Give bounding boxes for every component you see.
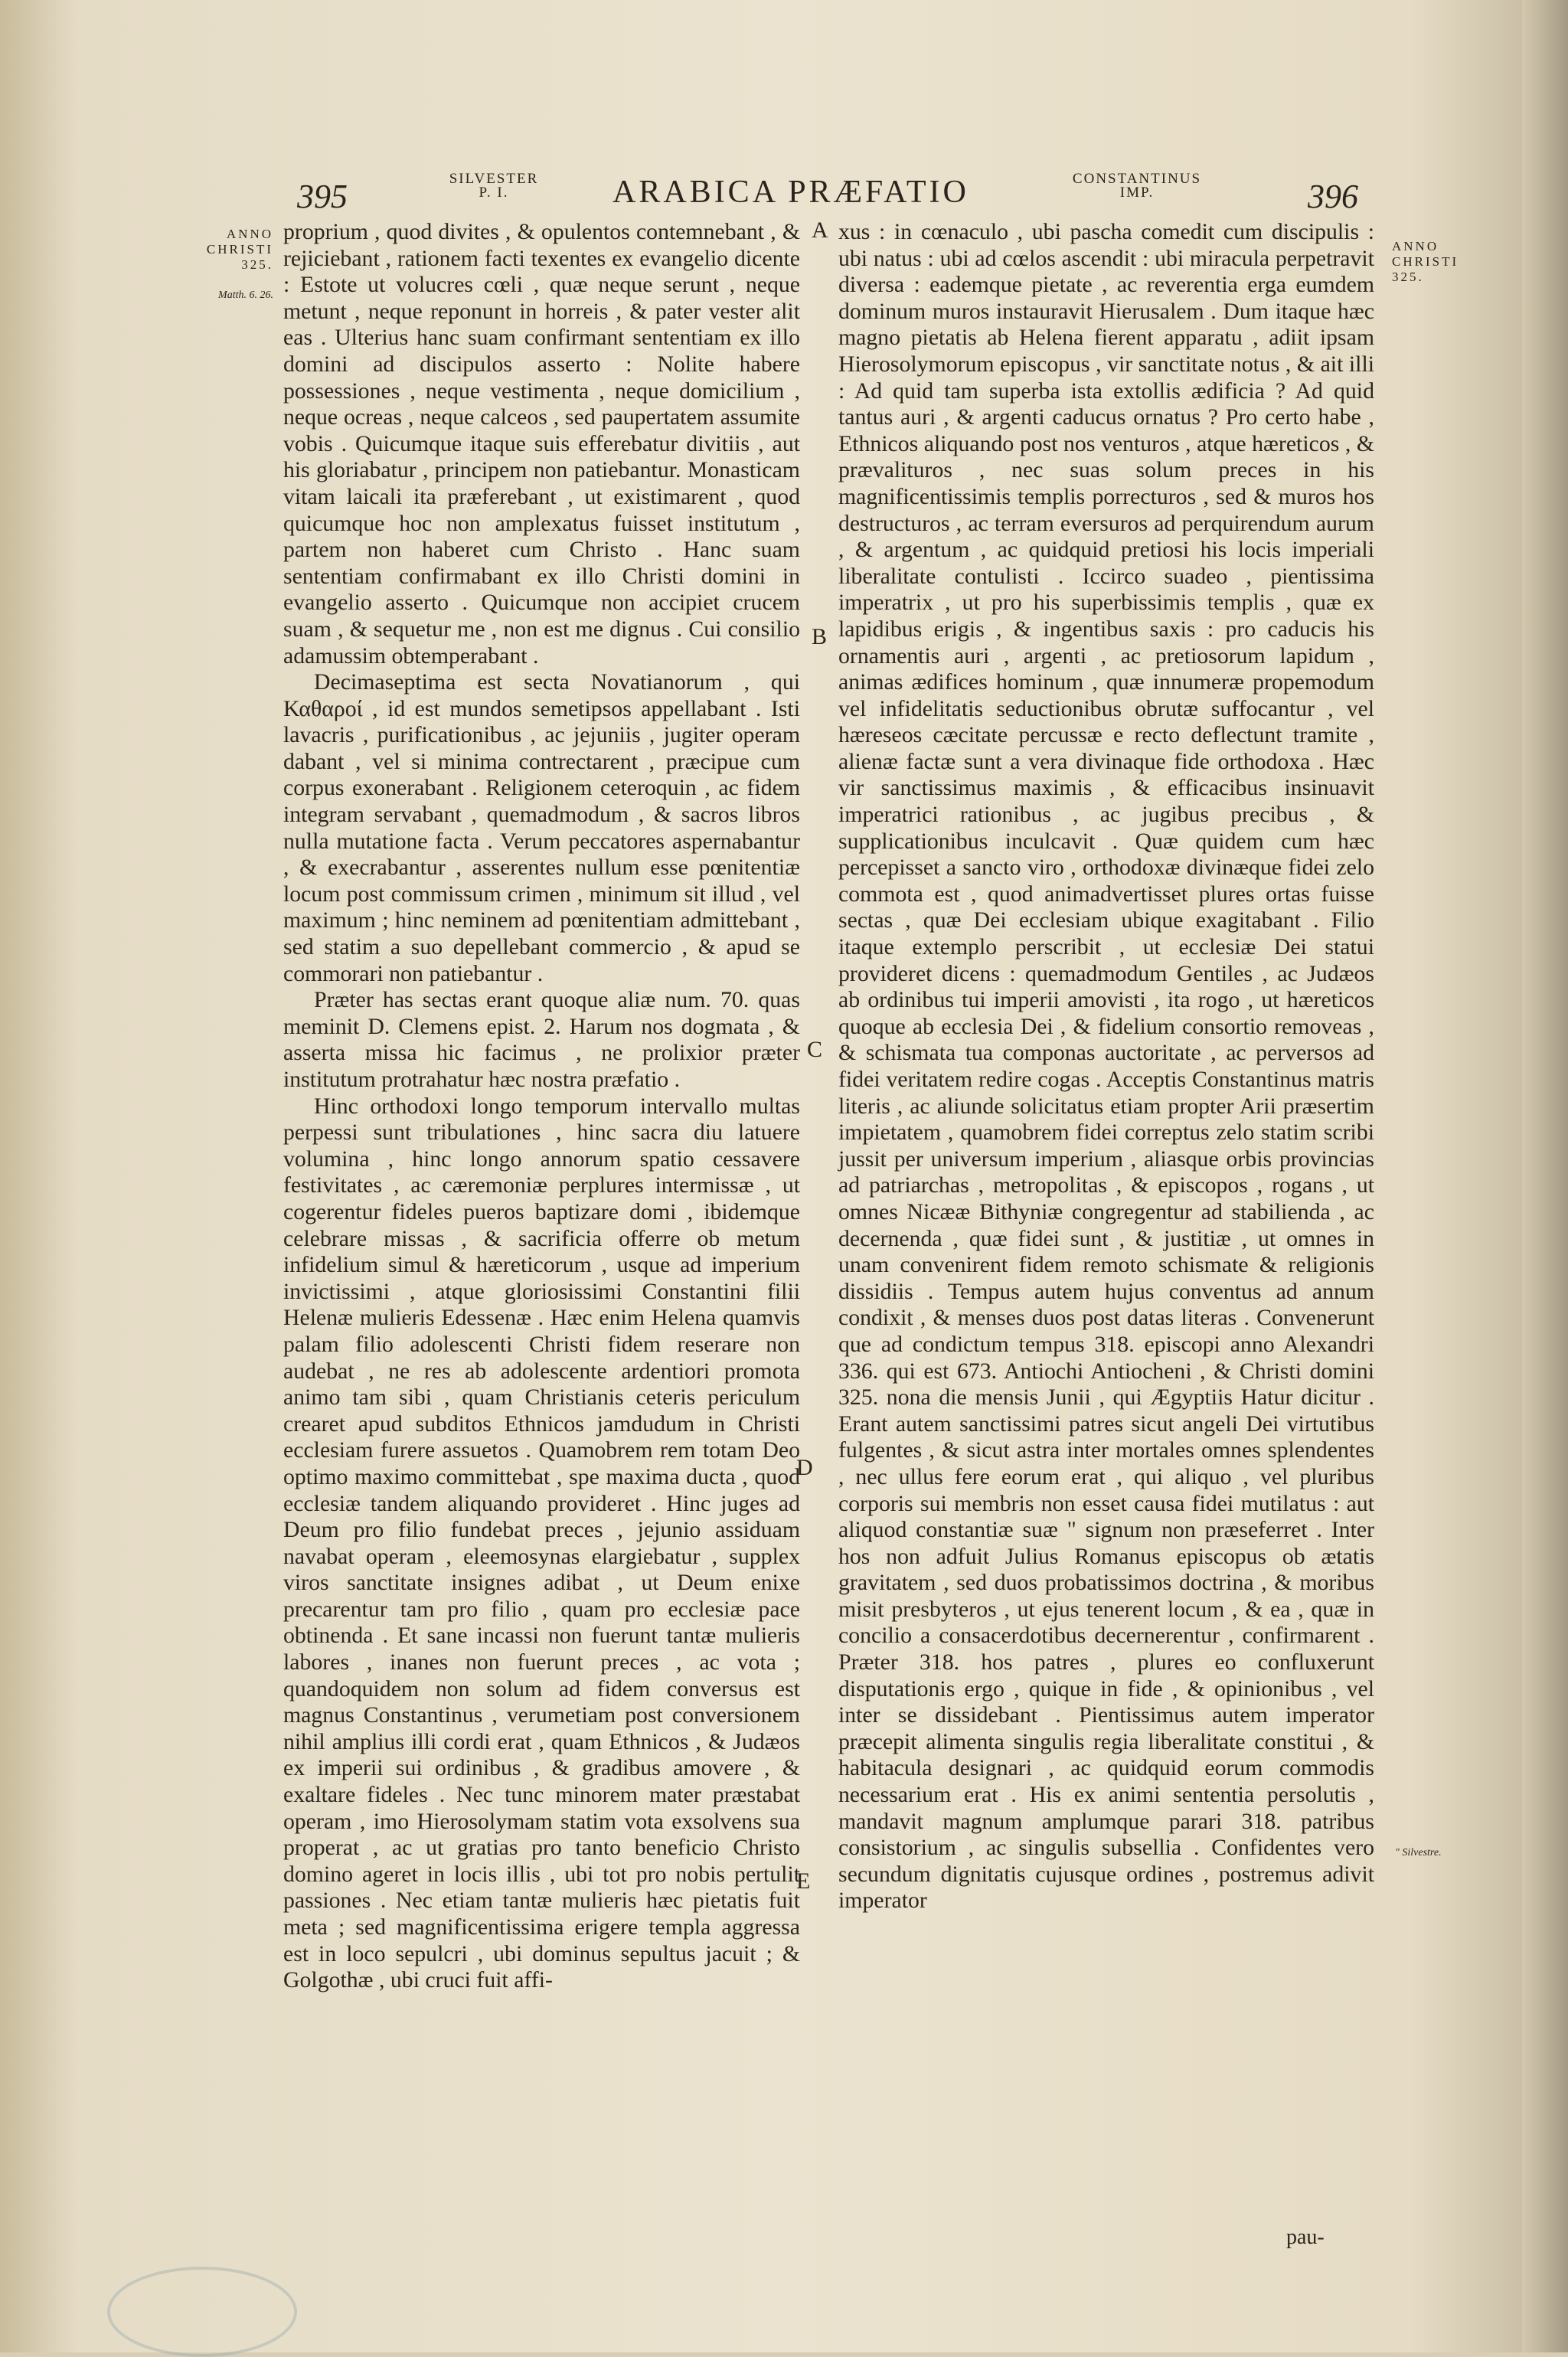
margin-note-right: " Silvestre. [1395,1847,1442,1858]
margin-year-right [1392,239,1459,285]
running-head-right-line2: IMP. [1119,185,1155,201]
margin-reference-left: Matth. 6. 26. [218,289,273,301]
margin-year-left-value: 325. [241,257,273,272]
margin-year-left [178,227,273,273]
catchword: pau- [1286,2225,1325,2249]
page-header [0,171,1568,215]
section-letter-e: E [796,1868,811,1894]
paragraph: Hinc orthodoxi longo temporum intervallo multas perpessi sunt tribulationes , hinc sacra diu latuere volumina , hinc longo annorum spatio cessavere festivitates , ac cæremoniæ perplures intermissæ , ut cogerentur fideles pueros baptizare domi , ibidemque celebrare missas , & sacrificia offerre ob metum infidelium simul & hæreticorum , usque ad imperium invictissimi , atque gloriosissimi Constantini filii Helenæ mulieris Edessenæ . Hæc enim Helena quamvis palam filio adolescenti Christi fidem reserare non audebat , ne res ab adolescente ardentiori promota animo tam sibi , quam Christianis ceteris periculum crearet apud subditos Ethnicos jamdudum in Christi ecclesiam furere assuetos . Quamobrem rem totam Deo optimo maximo committebat , spe maxima ducta , quod ecclesiæ tandem aliquando provideret . Hinc juges ad Deum pro filio fundebat preces , jejunio assiduam navabat operam , eleemosynas elargiebatur , supplex viros sanctitate insignes adibat , ut Deum enixe precarentur tam pro filio , quam pro ecclesiæ pace obtinenda . Et sane incassi non fuerunt tantæ mulieris labores , inanes non fuerunt preces , ac vota ; quandoquidem non solum ad fidem conversus est magnus Constantinus , verumetiam post conversionem nihil amplius illi cordi erat , quam Ethnicos , & Judæos ex imperii sui ordinibus , & gradibus amovere , & exaltare fideles . Nec tunc minorem mater præstabat operam , imo Hierosolymam statim vota exsolvens sua properat , ac ut gratias pro tanto beneficio Christo domino ageret in locis illis , ubi tot pro nobis pertulit passiones . Nec etiam tantæ mulieris hæc pietatis fuit meta ; sed magnificentissima erigere templa aggressa est in loco sepulcri , ubi dominus sepultus jacuit ; & Golgothæ , ubi cruci fuit affi- [283,1093,800,1993]
paragraph: proprium , quod divites , & opulentos contemnebant , & rejiciebant , rationem facti texentes ex evangelio dicente : Estote ut volucres cœli , quæ neque serunt , neque metunt , neque reponunt in horreis , & pater vester alit eas . Ulterius hanc suam confirmant sententiam ex illo domini ad discipulos asserto : Nolite habere possessiones , neque vestimenta , neque domicilium , neque ocreas , neque calceos , sed paupertatem assumite vobis . Quicumque itaque suis efferebatur divitiis , aut his gloriabatur , principem non patiebantur. Monasticam vitam laicali ita præferebant , ut existimarent , quod quicumque hoc non amplexatus fuisset institutum , partem non haberet cum Christo . Hanc suam sententiam confirmabant ex illo Christi domini in evangelio asserto . Quicumque non accipiet crucem suam , & sequetur me , non est me dignus . Cui consilio adamussim obtemperabant . [283,219,800,669]
book-edge [1522,0,1568,2352]
paragraph: Præter has sectas erant quoque aliæ num. 70. quas meminit D. Clemens epist. 2. Harum nos dogmata , & asserta missa hic facimus , ne prolixior præter institutum protrahatur hæc nostra præfatio . [283,987,800,1092]
running-head-left [429,172,559,200]
section-letter-c: C [807,1037,823,1062]
text-column-right [838,219,1374,1914]
running-head-right [1041,172,1233,200]
margin-anno-left: ANNO [226,227,273,241]
paragraph: xus : in cœnaculo , ubi pascha comedit cum discipulis : ubi natus : ubi ad cœlos ascendit : ubi miracula perpetravit diversa : eademque pietate , ac reverentia erga eumdem dominum muros instauravit Hierusalem . Dum itaque hæc magno pietatis ab Helena fierent apparatu , adiit ipsam Hierosolymorum episcopus , vir sanctitate notus , & ait illi : Ad quid tam superba ista extollis ædificia ? Ad quid tantus auri , & argenti caducus ornatus ? Pro certo habe , Ethnicos aliquando post nos venturos , atque hæreticos , & prævalituros , nec suas solum preces in his magnificentissimis templis porrecturos , sed & muros hos destructuros , ac terram eversuros ad perquirendum aurum , & argentum , ac quidquid pretiosi his locis imperiali liberalitate contulisti . Iccirco suadeo , pientissima imperatrix , ut pro his superbissimis templis , quæ ex lapidibus erigis , & ingentibus saxis : pro caducis his ornamentis auri , argenti , ac pretiosorum lapidum , animas ædifices hominum , quæ innumeræ propemodum vel infidelitatis seductionibus obrutæ suffocantur , vel hæreseos cæcitate percussæ e recto deflectunt tramite , alienæ factæ sunt a vera divinaque fide orthodoxa . Hæc vir sanctissimus maximis , & efficacibus insinuavit imperatrici rationibus , ac jugibus precibus , & supplicationibus inculcavit . Quæ quidem cum hæc percepisset a sancto viro , orthodoxæ divinæque fidei zelo commota est , quod animadvertisset plures ortas fuisse sectas , quæ Dei ecclesiam ubique exagitabant . Filio itaque extemplo perscribit , ut ecclesiæ Dei statui provideret dicens : quemadmodum Gentiles , ac Judæos ab ordinibus tui imperii amovisti , ita rogo , ut hæreticos quoque ab ecclesia Dei , & fidelium consortio removeas , & schismata tua componas auctoritate , ac perversos ad fidei veritatem redire cogas . Acceptis Constantinus matris literis , ac aliunde solicitatus etiam propter Arii præsertim impietatem , quamobrem fidei correptus zelo statim scribi jussit per universum imperium , aliasque orbis provincias ad patriarchas , metropolitas , & episcopos , rogans , ut omnes Nicææ Bithyniæ congregentur ad stabilienda , ac decernenda , quæ fidei sunt , & justitiæ , ut omnes in unam convenirent fidem remoto schismate & religionis dissidiis . Tempus autem hujus conventus ad annum condixit , & menses duos post datas literas . Convenerunt que ad condictum tempus 318. episcopi anno Alexandri 336. qui est 673. Antiochi Antiocheni , & Christi domini 325. nona die mensis Junii , qui Ægyptiis Hatur dicitur . Erant autem sanctissimi patres sicut angeli Dei virtutibus fulgentes , & sicut astra inter mortales omnes splendentes , nec ullus fere eorum erat , qui aliquo , vel pluribus corporis sui membris non esset causa fidei mutilatus : aut aliquod constantiæ suæ " signum non præseferret . Inter hos non adfuit Julius Romanus episcopus ob ætatis gravitatem , sed duos probatissimos doctrina , & moribus misit presbyteros , ut ejus tenerent locum , & ea , quæ in concilio a consacerdotibus decernerentur , confirmarent . Præter 318. hos patres , plures eo confluxerunt disputationis ergo , quique in fide , & opinionibus , vel inter se dissidebant . Pientissimus autem imperator præcepit alimenta singulis regia liberalitate constitui , & habitacula designari , ac quidquid eorum commodis necessarium erat . His ex animi sententia persolutis , mandavit magnum amplumque parari 318. patribus consistorium , ac singulis subsellia . Confidentes vero secundum dignitatis cujusque ordines , postremus adivit imperator [838,219,1374,1914]
page-number-left: 395 [297,178,348,215]
running-head-left-line1: SILVESTER [449,171,539,187]
section-letter-a: A [812,217,828,243]
margin-anno-right: ANNO [1392,239,1439,253]
margin-year-right-value: 325. [1392,270,1424,284]
page-number-right: 396 [1308,178,1358,215]
paragraph: Decimaseptima est secta Novatianorum , qui Καθαροί , id est mundos semetipsos appellabant . Isti lavacris , purificationibus , ac jejuniis , jugiter operam dabant , vel si minima contrectarent , præcipue cum corpus exonerabant . Religionem ceteroquin , ac fidem integram servabant , quemadmodum , & sacros libros nulla mutatione facta . Verum peccatores aspernabantur , & execrabantur , asserentes nullum esse pœnitentiæ locum post commissum crimen , minimum sit illud , vel maximum ; hinc neminem ad pœnitentiam admittebant , sed statim a suo depellebant commercio , & apud se commorari non patiebantur . [283,669,800,986]
text-column-left [283,219,800,1994]
margin-christi-right: CHRISTI [1392,254,1459,269]
section-letter-d: D [796,1455,813,1480]
running-head-right-line1: CONSTANTINUS [1072,171,1202,187]
running-head-left-line2: P. I. [479,185,509,201]
library-stamp [107,2267,297,2357]
margin-christi-left: CHRISTI [206,242,273,257]
section-letter-b: B [812,624,828,649]
page-title: ARABICA PRÆFATIO [612,175,969,210]
